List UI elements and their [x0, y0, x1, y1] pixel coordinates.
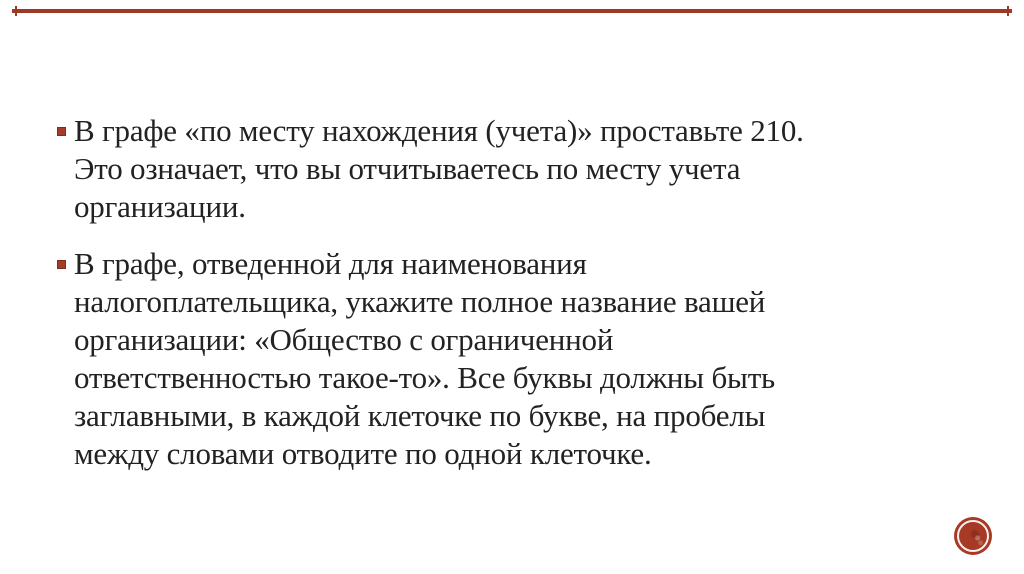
text-line: В графе «по месту нахождения (учета)» проставьте 210. — [74, 113, 804, 148]
text-line: организации. — [74, 189, 246, 224]
top-rule-decoration — [12, 9, 1012, 13]
ornament-inner-ring — [957, 520, 989, 552]
text-line: организации: «Общество с ограниченной — [74, 322, 614, 357]
text-line: налогоплательщика, укажите полное название вашей — [74, 284, 766, 319]
text-line: ответственностью такое-то». Все буквы должны быть — [74, 360, 775, 395]
bullet-square-icon — [57, 127, 66, 136]
slide-body-text — [57, 112, 987, 492]
bullet-square-icon — [57, 260, 66, 269]
slide-number-ornament-circle — [954, 517, 992, 555]
bullet-item — [57, 245, 987, 473]
text-line: между словами отводите по одной клеточке. — [74, 436, 652, 471]
bullet-text — [74, 112, 804, 226]
text-line: В графе, отведенной для наименования — [74, 246, 587, 281]
bullet-text — [74, 245, 775, 473]
text-line: Это означает, что вы отчитываетесь по месту учета — [74, 151, 741, 186]
top-rule-left-tick — [15, 6, 17, 16]
top-rule-right-tick — [1007, 6, 1009, 16]
bullet-item — [57, 112, 987, 226]
text-line: заглавными, в каждой клеточке по букве, на пробелы — [74, 398, 766, 433]
